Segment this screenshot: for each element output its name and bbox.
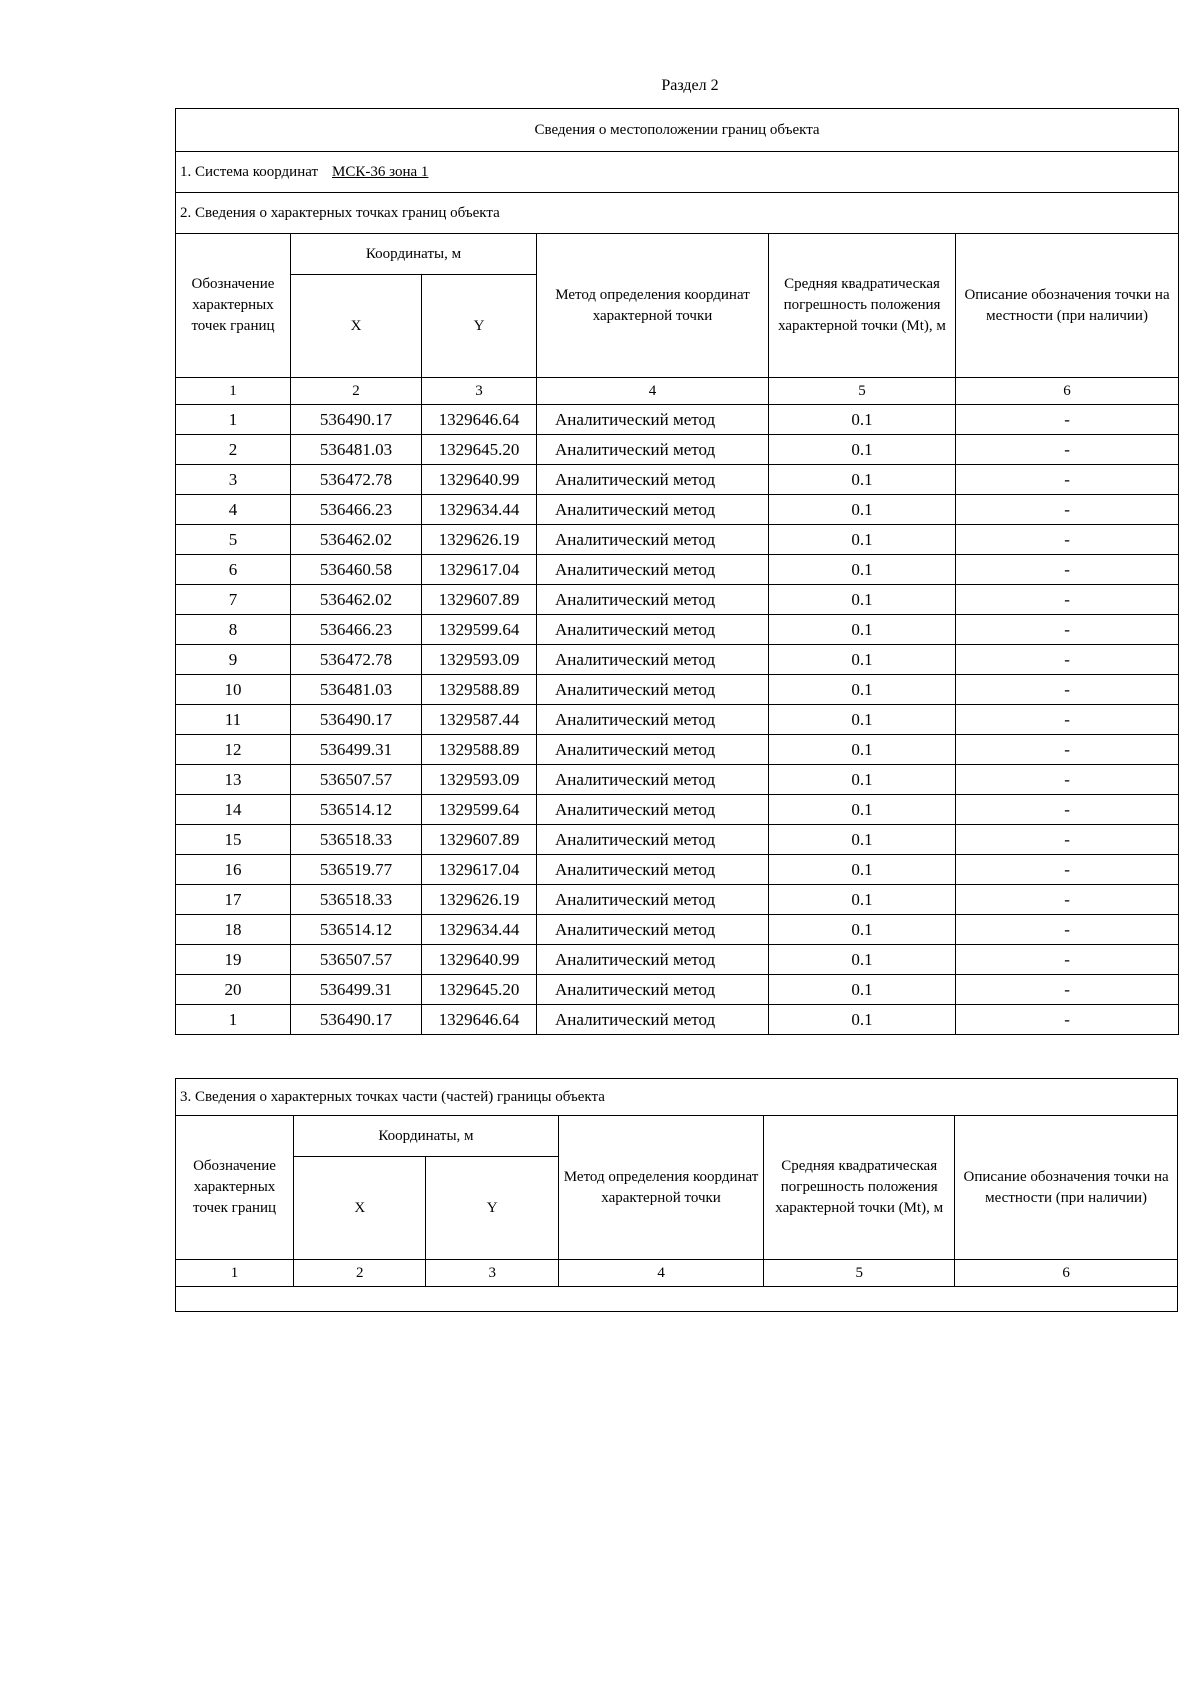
- description: -: [956, 495, 1179, 525]
- method: Аналитический метод: [537, 585, 769, 615]
- coord-x: 536472.78: [291, 465, 422, 495]
- error-value: 0.1: [769, 735, 956, 765]
- point-number: 2: [176, 435, 291, 465]
- method: Аналитический метод: [537, 765, 769, 795]
- table-row: [176, 435, 1179, 465]
- coord-x: 536490.17: [291, 705, 422, 735]
- header-y: Y: [426, 1157, 558, 1260]
- column-number: 2: [294, 1260, 426, 1287]
- coord-y: 1329617.04: [422, 555, 537, 585]
- column-number: 2: [291, 378, 422, 405]
- error-value: 0.1: [769, 705, 956, 735]
- coord-y: 1329588.89: [422, 735, 537, 765]
- column-number-row: [176, 378, 1179, 405]
- header-method: Метод определения координат характерной точки: [537, 234, 769, 378]
- coord-x: 536507.57: [291, 945, 422, 975]
- method: Аналитический метод: [537, 915, 769, 945]
- coord-x: 536472.78: [291, 645, 422, 675]
- point-number: 9: [176, 645, 291, 675]
- point-number: 20: [176, 975, 291, 1005]
- method: Аналитический метод: [537, 525, 769, 555]
- coord-x: 536519.77: [291, 855, 422, 885]
- point-number: 1: [176, 405, 291, 435]
- coord-y: 1329607.89: [422, 585, 537, 615]
- column-number: 6: [955, 1260, 1178, 1287]
- description: -: [956, 885, 1179, 915]
- coord-x: 536499.31: [291, 735, 422, 765]
- table-row: [176, 525, 1179, 555]
- table-row: [176, 885, 1179, 915]
- method: Аналитический метод: [537, 705, 769, 735]
- description: -: [956, 735, 1179, 765]
- error-value: 0.1: [769, 795, 956, 825]
- column-number: 1: [176, 1260, 294, 1287]
- coord-x: 536490.17: [291, 405, 422, 435]
- point-number: 4: [176, 495, 291, 525]
- point-number: 17: [176, 885, 291, 915]
- coord-y: 1329617.04: [422, 855, 537, 885]
- coord-y: 1329645.20: [422, 975, 537, 1005]
- coord-y: 1329640.99: [422, 465, 537, 495]
- coord-y: 1329626.19: [422, 885, 537, 915]
- column-number: 5: [769, 378, 956, 405]
- part-points-heading: 3. Сведения о характерных точках части (частей) границы объекта: [176, 1079, 1178, 1116]
- description: -: [956, 555, 1179, 585]
- method: Аналитический метод: [537, 855, 769, 885]
- error-value: 0.1: [769, 1005, 956, 1035]
- coord-x: 536481.03: [291, 435, 422, 465]
- coord-y: 1329646.64: [422, 1005, 537, 1035]
- empty-row: [176, 1287, 1178, 1312]
- method: Аналитический метод: [537, 735, 769, 765]
- point-number: 7: [176, 585, 291, 615]
- description: -: [956, 675, 1179, 705]
- coord-x: 536462.02: [291, 585, 422, 615]
- empty-cell: [176, 1287, 1178, 1312]
- table-row: [176, 495, 1179, 525]
- description: -: [956, 615, 1179, 645]
- point-number: 3: [176, 465, 291, 495]
- table-row: [176, 465, 1179, 495]
- header-coordinates: Координаты, м: [291, 234, 537, 275]
- coord-x: 536466.23: [291, 615, 422, 645]
- method: Аналитический метод: [537, 975, 769, 1005]
- error-value: 0.1: [769, 915, 956, 945]
- header-method: Метод определения координат характерной точки: [558, 1116, 763, 1260]
- method: Аналитический метод: [537, 945, 769, 975]
- point-number: 12: [176, 735, 291, 765]
- coord-x: 536481.03: [291, 675, 422, 705]
- table-row: [176, 615, 1179, 645]
- column-number: 3: [422, 378, 537, 405]
- method: Аналитический метод: [537, 795, 769, 825]
- description: -: [956, 825, 1179, 855]
- method: Аналитический метод: [537, 555, 769, 585]
- points-heading: 2. Сведения о характерных точках границ объекта: [176, 193, 1179, 234]
- error-value: 0.1: [769, 465, 956, 495]
- description: -: [956, 705, 1179, 735]
- error-value: 0.1: [769, 975, 956, 1005]
- table-row: [176, 735, 1179, 765]
- coord-y: 1329607.89: [422, 825, 537, 855]
- header-point-designation: Обозначение характерных точек границ: [176, 1116, 294, 1260]
- coord-y: 1329587.44: [422, 705, 537, 735]
- table-row: [176, 765, 1179, 795]
- point-number: 11: [176, 705, 291, 735]
- error-value: 0.1: [769, 435, 956, 465]
- error-value: 0.1: [769, 765, 956, 795]
- coord-y: 1329599.64: [422, 615, 537, 645]
- table-row: [176, 705, 1179, 735]
- error-value: 0.1: [769, 885, 956, 915]
- method: Аналитический метод: [537, 405, 769, 435]
- error-value: 0.1: [769, 645, 956, 675]
- table-row: [176, 825, 1179, 855]
- coord-x: 536460.58: [291, 555, 422, 585]
- point-number: 1: [176, 1005, 291, 1035]
- point-number: 14: [176, 795, 291, 825]
- header-x: X: [291, 275, 422, 378]
- description: -: [956, 945, 1179, 975]
- error-value: 0.1: [769, 945, 956, 975]
- table-row: [176, 585, 1179, 615]
- column-number: 5: [764, 1260, 955, 1287]
- coord-y: 1329646.64: [422, 405, 537, 435]
- table-row: [176, 795, 1179, 825]
- error-value: 0.1: [769, 855, 956, 885]
- coord-x: 536507.57: [291, 765, 422, 795]
- coord-y: 1329634.44: [422, 495, 537, 525]
- description: -: [956, 525, 1179, 555]
- coord-x: 536514.12: [291, 915, 422, 945]
- table-row: [176, 915, 1179, 945]
- method: Аналитический метод: [537, 615, 769, 645]
- coord-x: 536514.12: [291, 795, 422, 825]
- column-number: 1: [176, 378, 291, 405]
- header-y: Y: [422, 275, 537, 378]
- coord-y: 1329626.19: [422, 525, 537, 555]
- description: -: [956, 435, 1179, 465]
- column-number-row: [176, 1260, 1178, 1287]
- coord-y: 1329645.20: [422, 435, 537, 465]
- method: Аналитический метод: [537, 675, 769, 705]
- header-error: Средняя квадратическая погрешность положения характерной точки (Mt), м: [764, 1116, 955, 1260]
- point-number: 16: [176, 855, 291, 885]
- description: -: [956, 465, 1179, 495]
- method: Аналитический метод: [537, 645, 769, 675]
- header-error: Средняя квадратическая погрешность положения характерной точки (Mt), м: [769, 234, 956, 378]
- description: -: [956, 645, 1179, 675]
- point-number: 5: [176, 525, 291, 555]
- part-boundary-points-table: [175, 1078, 1178, 1312]
- error-value: 0.1: [769, 495, 956, 525]
- table-row: [176, 945, 1179, 975]
- description: -: [956, 765, 1179, 795]
- coord-y: 1329599.64: [422, 795, 537, 825]
- description: -: [956, 585, 1179, 615]
- point-number: 6: [176, 555, 291, 585]
- boundary-points-table: [175, 108, 1179, 1035]
- table-row: [176, 555, 1179, 585]
- header-description: Описание обозначения точки на местности (при наличии): [955, 1116, 1178, 1260]
- point-number: 13: [176, 765, 291, 795]
- method: Аналитический метод: [537, 465, 769, 495]
- header-x: X: [294, 1157, 426, 1260]
- coord-system-value: МСК-36 зона 1: [332, 163, 429, 180]
- point-number: 19: [176, 945, 291, 975]
- method: Аналитический метод: [537, 495, 769, 525]
- method: Аналитический метод: [537, 435, 769, 465]
- description: -: [956, 405, 1179, 435]
- point-number: 8: [176, 615, 291, 645]
- coord-system-label: 1. Система координат: [180, 163, 319, 180]
- table-row: [176, 405, 1179, 435]
- table-caption: Сведения о местоположении границ объекта: [176, 109, 1179, 152]
- description: -: [956, 975, 1179, 1005]
- table-row: [176, 645, 1179, 675]
- error-value: 0.1: [769, 825, 956, 855]
- table-row: [176, 975, 1179, 1005]
- table-row: [176, 1005, 1179, 1035]
- header-coordinates: Координаты, м: [294, 1116, 559, 1157]
- coord-system-row: [176, 152, 1179, 193]
- error-value: 0.1: [769, 675, 956, 705]
- table-row: [176, 855, 1179, 885]
- point-number: 15: [176, 825, 291, 855]
- coord-x: 536466.23: [291, 495, 422, 525]
- description: -: [956, 855, 1179, 885]
- table-row: [176, 675, 1179, 705]
- error-value: 0.1: [769, 585, 956, 615]
- column-number: 3: [426, 1260, 558, 1287]
- error-value: 0.1: [769, 405, 956, 435]
- description: -: [956, 795, 1179, 825]
- coord-x: 536490.17: [291, 1005, 422, 1035]
- coord-y: 1329634.44: [422, 915, 537, 945]
- column-number: 4: [537, 378, 769, 405]
- coord-y: 1329593.09: [422, 645, 537, 675]
- coord-y: 1329640.99: [422, 945, 537, 975]
- method: Аналитический метод: [537, 885, 769, 915]
- coord-y: 1329593.09: [422, 765, 537, 795]
- coord-x: 536518.33: [291, 825, 422, 855]
- header-point-designation: Обозначение характерных точек границ: [176, 234, 291, 378]
- coord-x: 536518.33: [291, 885, 422, 915]
- error-value: 0.1: [769, 615, 956, 645]
- coord-y: 1329588.89: [422, 675, 537, 705]
- point-number: 10: [176, 675, 291, 705]
- column-number: 6: [956, 378, 1179, 405]
- description: -: [956, 1005, 1179, 1035]
- description: -: [956, 915, 1179, 945]
- column-number: 4: [558, 1260, 763, 1287]
- section-title: Раздел 2: [661, 77, 719, 94]
- method: Аналитический метод: [537, 1005, 769, 1035]
- header-description: Описание обозначения точки на местности (при наличии): [956, 234, 1179, 378]
- coord-x: 536499.31: [291, 975, 422, 1005]
- error-value: 0.1: [769, 525, 956, 555]
- coord-x: 536462.02: [291, 525, 422, 555]
- error-value: 0.1: [769, 555, 956, 585]
- method: Аналитический метод: [537, 825, 769, 855]
- point-number: 18: [176, 915, 291, 945]
